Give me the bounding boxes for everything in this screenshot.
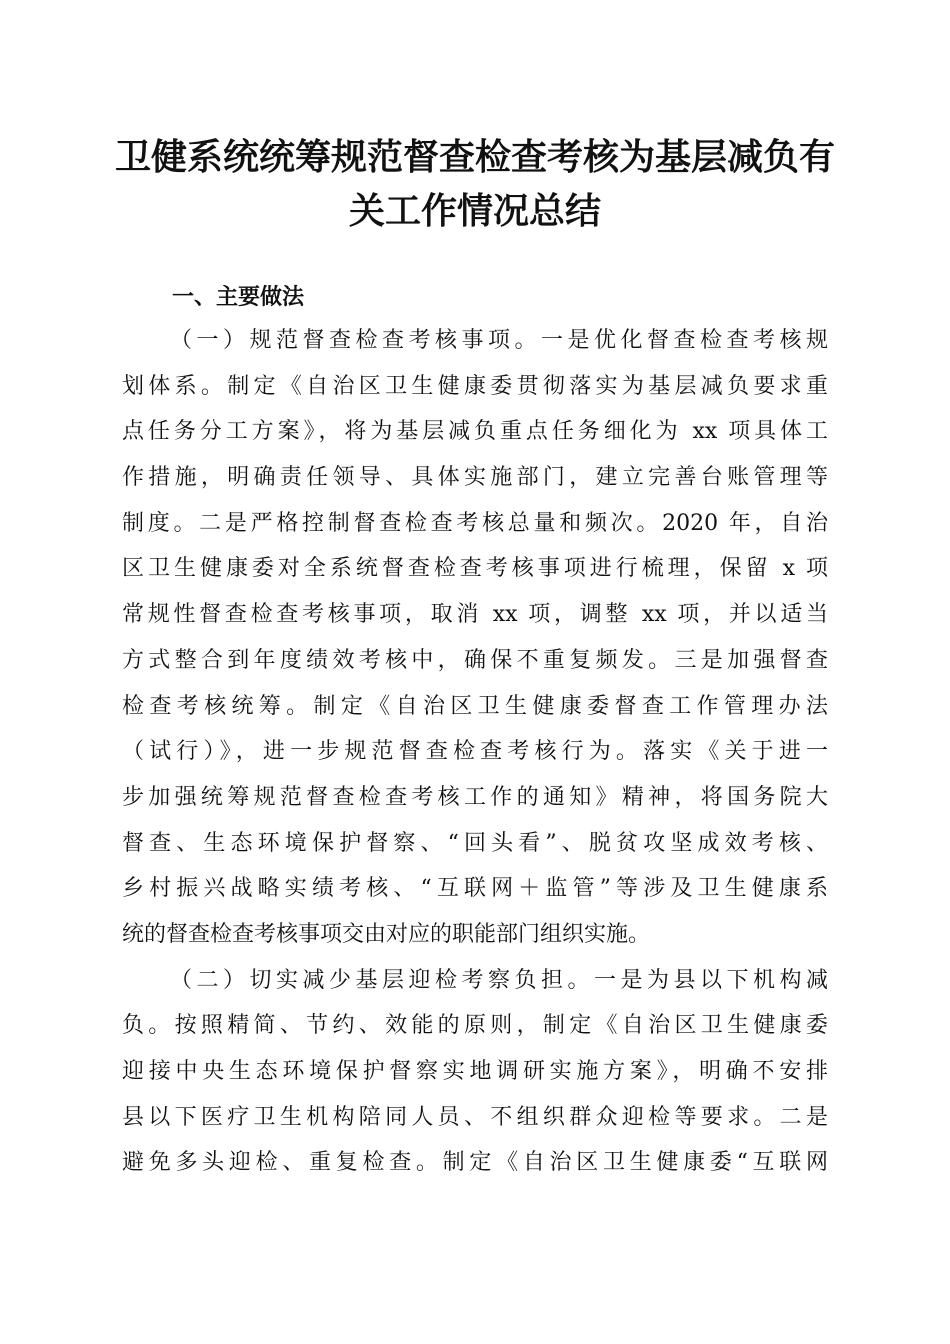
paragraph-1-line: 点任务分工方案》，将为基层减负重点任务细化为 xx 项具体工 [122, 419, 828, 445]
paragraph-1-line: 常规性督查检查考核事项，取消 xx 项，调整 xx 项，并以适当 [122, 602, 828, 628]
paragraph-1-line: （试行）》，进一步规范督查检查考核行为。落实《关于进一 [122, 739, 828, 765]
document-title-line-2: 关工作情况总结 [348, 190, 601, 232]
paragraph-1-line: 区卫生健康委对全系统督查检查考核事项进行梳理，保留 x 项 [122, 556, 828, 582]
document-body [122, 318, 828, 1186]
paragraph-1-line: 方式整合到年度绩效考核中，确保不重复频发。三是加强督查 [122, 647, 828, 673]
document-title [100, 130, 850, 238]
document-title-line-1: 卫健系统统筹规范督查检查考核为基层减负有 [114, 136, 835, 178]
section-heading: 一、主要做法 [172, 285, 305, 310]
paragraph-1-line: 作措施，明确责任领导、具体实施部门，建立完善台账管理等 [122, 465, 828, 491]
paragraph-2-line: 避免多头迎检、重复检查。制定《自治区卫生健康委“互联网 [122, 1150, 828, 1176]
paragraph-1-line: 划体系。制定《自治区卫生健康委贯彻落实为基层减负要求重 [122, 373, 828, 399]
paragraph-2-line: 迎接中央生态环境保护督察实地调研实施方案》，明确不安排 [122, 1059, 828, 1084]
paragraph-1-line: 检查考核统筹。制定《自治区卫生健康委督查工作管理办法 [122, 693, 828, 719]
paragraph-2-line: 负。按照精简、节约、效能的原则，制定《自治区卫生健康委 [122, 1013, 828, 1039]
paragraph-1-line: 乡村振兴战略实绩考核、“互联网＋监管”等涉及卫生健康系 [122, 876, 828, 902]
paragraph-1-line: 统的督查检查考核事项交由对应的职能部门组织实施。 [122, 921, 651, 947]
paragraph-1-line: 步加强统筹规范督查检查考核工作的通知》精神，将国务院大 [122, 784, 828, 810]
paragraph-2-line: （二）切实减少基层迎检考察负担。一是为县以下机构减 [170, 967, 828, 993]
paragraph-1-line: 督查、生态环境保护督察、“回头看”、脱贫攻坚成效考核、 [122, 830, 828, 856]
paragraph-2-line: 县以下医疗卫生机构陪同人员、不组织群众迎检等要求。二是 [122, 1104, 828, 1130]
paragraph-1-line: （一）规范督查检查考核事项。一是优化督查检查考核规 [170, 328, 828, 353]
paragraph-1-line: 制度。二是严格控制督查检查考核总量和频次。2020 年，自治 [122, 510, 828, 536]
